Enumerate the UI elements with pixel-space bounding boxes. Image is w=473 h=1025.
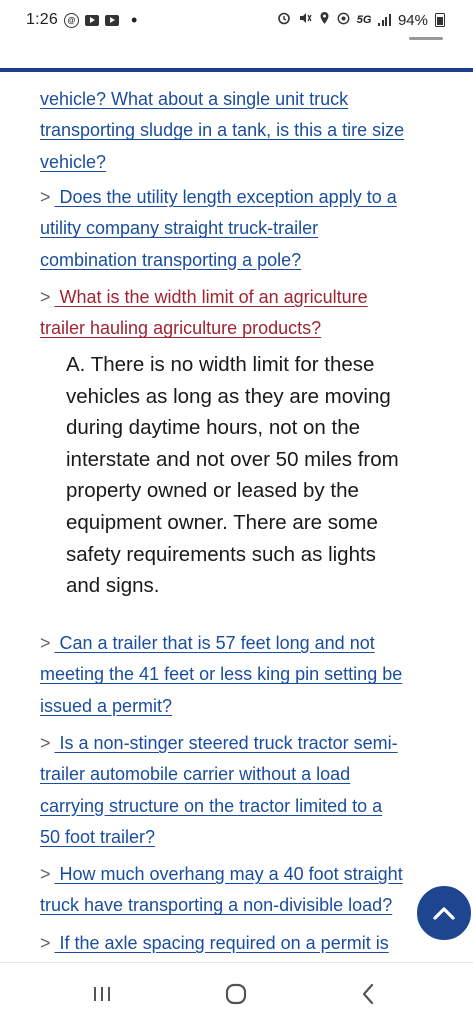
back-button[interactable] (328, 963, 408, 1025)
faq-link-line[interactable]: vehicle? (40, 151, 107, 172)
answer-line: A. There is no width limit for these (66, 353, 375, 376)
faq-link-line[interactable]: vehicle? What about a single unit truck (40, 89, 349, 109)
network-type: 5G (356, 14, 372, 26)
faq-link-line[interactable]: Can a trailer that is 57 feet long and not (54, 633, 375, 653)
faq-link-line[interactable]: Does the utility length exception apply to a (54, 187, 397, 207)
faq-link-line[interactable]: What is the width limit of an agriculture (54, 287, 368, 307)
faq-link-line[interactable]: trailer automobile carrier without a load (40, 764, 351, 785)
notification-handle (409, 37, 443, 40)
signal-icon (378, 14, 391, 26)
chevron-right-icon: > (40, 287, 51, 307)
faq-link-line[interactable]: transporting sludge in a tank, is this a tire size (40, 120, 405, 141)
chevron-right-icon: > (40, 633, 51, 653)
faq-item-active[interactable] (40, 282, 440, 345)
faq-answer (66, 349, 436, 602)
faq-link-active[interactable] (40, 287, 368, 338)
system-nav-bar (0, 962, 473, 1025)
chevron-right-icon: > (40, 187, 51, 207)
answer-line: during daytime hours, not on the (66, 416, 361, 440)
video-app-icon (85, 15, 99, 26)
answer-line: safety requirements such as lights (66, 542, 376, 566)
faq-link-line[interactable]: trailer hauling agriculture products? (40, 318, 322, 339)
battery-percent: 94% (397, 11, 428, 29)
at-sign-icon: @ (64, 13, 79, 28)
faq-link-line[interactable]: utility company straight truck-trailer (40, 218, 319, 239)
faq-link-line[interactable]: How much overhang may a 40 foot straight (54, 864, 403, 884)
faq-link[interactable] (40, 633, 402, 716)
chevron-right-icon: > (40, 733, 51, 753)
faq-link[interactable] (40, 89, 404, 172)
chevron-right-icon: > (40, 933, 51, 953)
faq-link[interactable] (40, 933, 389, 953)
faq-item[interactable] (40, 928, 440, 959)
faq-link-line[interactable]: issued a permit? (40, 695, 173, 716)
recents-button[interactable] (62, 963, 142, 1025)
faq-link-line[interactable]: combination transporting a pole? (40, 249, 302, 270)
battery-icon (435, 13, 445, 27)
notification-dot-icon: • (130, 10, 138, 30)
chevron-right-icon: > (40, 864, 51, 884)
recents-icon (92, 985, 112, 1003)
faq-link[interactable] (40, 864, 403, 915)
answer-line: and signs. (66, 574, 160, 598)
faq-item[interactable] (40, 728, 440, 853)
answer-line: interstate and not over 50 miles from (66, 447, 399, 471)
video-app-icon (105, 15, 119, 26)
faq-link-line[interactable]: If the axle spacing required on a permit is (54, 933, 389, 953)
chevron-up-icon (433, 906, 455, 920)
faq-link-line[interactable]: 50 foot trailer? (40, 826, 156, 847)
faq-item[interactable] (40, 628, 440, 722)
faq-link-line[interactable]: truck have transporting a non-divisible load? (40, 895, 393, 916)
back-icon (361, 983, 375, 1005)
status-bar (0, 0, 473, 42)
hotspot-icon (337, 12, 350, 29)
answer-line: property owned or leased by the (66, 479, 359, 503)
faq-link-line[interactable]: Is a non-stinger steered truck tractor semi- (54, 733, 398, 753)
faq-link[interactable] (40, 733, 398, 847)
faq-link-line[interactable]: meeting the 41 feet or less king pin setting be (40, 664, 403, 685)
answer-line: vehicles as long as they are moving (66, 384, 391, 408)
status-left (26, 11, 137, 29)
alarm-icon (277, 11, 291, 29)
faq-link[interactable] (40, 187, 397, 270)
faq-item[interactable] (40, 859, 440, 922)
faq-list (40, 72, 440, 962)
mute-icon (298, 11, 312, 29)
home-button[interactable] (196, 963, 276, 1025)
home-icon (225, 983, 247, 1005)
status-time: 1:26 (26, 11, 58, 28)
faq-item[interactable] (40, 182, 440, 276)
status-right (277, 11, 445, 29)
faq-link-line[interactable]: carrying structure on the tractor limited to a (40, 795, 383, 816)
faq-item[interactable] (40, 84, 440, 178)
answer-line: equipment owner. There are some (66, 510, 378, 534)
scroll-to-top-button[interactable] (415, 884, 473, 942)
location-icon (319, 11, 330, 29)
